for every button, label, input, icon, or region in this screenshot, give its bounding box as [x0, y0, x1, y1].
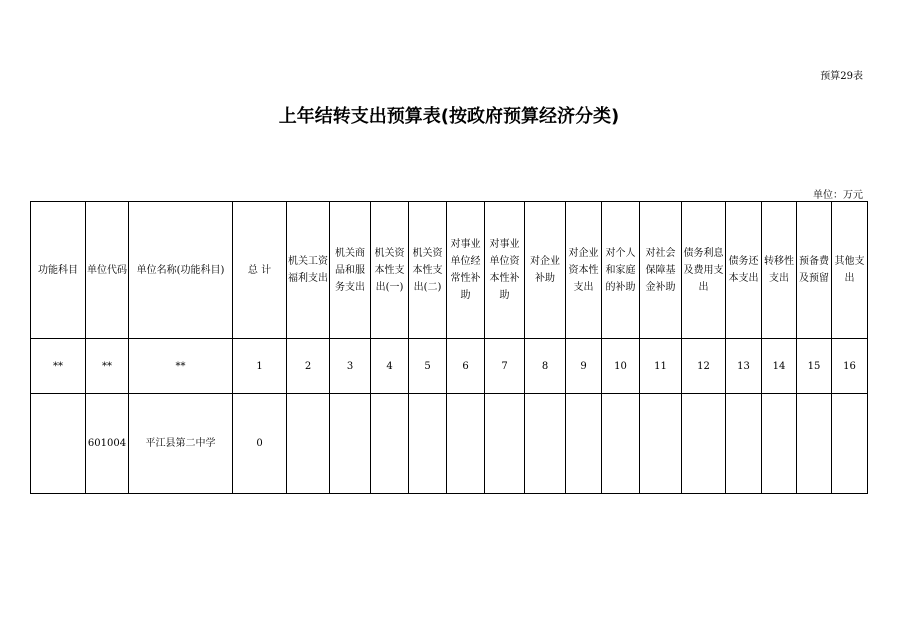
index-row	[31, 339, 868, 394]
column-header: 对事业单位经常性补助	[447, 202, 485, 339]
index-cell: 10	[602, 339, 640, 394]
empty-cell	[566, 394, 602, 494]
budget-table	[30, 201, 868, 494]
column-header: 总 计	[233, 202, 287, 339]
empty-cell	[485, 394, 525, 494]
empty-cell	[447, 394, 485, 494]
column-header: 其他支出	[832, 202, 868, 339]
column-header: 机关资本性支出(二)	[409, 202, 447, 339]
index-cell: **	[86, 339, 129, 394]
column-header: 转移性支出	[762, 202, 797, 339]
empty-cell	[371, 394, 409, 494]
index-cell: 6	[447, 339, 485, 394]
column-header: 债务利息及费用支出	[682, 202, 726, 339]
index-cell: **	[129, 339, 233, 394]
empty-cell	[409, 394, 447, 494]
unit-label: 单位：万元	[813, 190, 863, 201]
index-cell: 2	[287, 339, 330, 394]
column-header: 机关工资福利支出	[287, 202, 330, 339]
empty-cell	[640, 394, 682, 494]
column-header: 单位代码	[86, 202, 129, 339]
index-cell: 3	[330, 339, 371, 394]
index-cell: 11	[640, 339, 682, 394]
page-title: 上年结转支出预算表(按政府预算经济分类)	[278, 106, 620, 127]
index-cell: 8	[525, 339, 566, 394]
index-cell: 5	[409, 339, 447, 394]
unit-code-cell: 601004	[86, 394, 129, 494]
total-cell: 0	[233, 394, 287, 494]
empty-cell	[330, 394, 371, 494]
index-cell: 14	[762, 339, 797, 394]
column-header: 对企业补助	[525, 202, 566, 339]
index-cell: 12	[682, 339, 726, 394]
index-cell: 4	[371, 339, 409, 394]
column-header: 对企业资本性支出	[566, 202, 602, 339]
empty-cell	[682, 394, 726, 494]
empty-cell	[832, 394, 868, 494]
table-row	[31, 394, 868, 494]
empty-cell	[602, 394, 640, 494]
column-header: 对社会保障基金补助	[640, 202, 682, 339]
form-number: 预算29表	[820, 71, 863, 82]
function-subject-cell	[31, 394, 86, 494]
index-cell: 13	[726, 339, 762, 394]
index-cell: 15	[797, 339, 832, 394]
column-header: 功能科目	[31, 202, 86, 339]
empty-cell	[797, 394, 832, 494]
unit-name-cell: 平江县第二中学	[129, 394, 233, 494]
index-cell: 7	[485, 339, 525, 394]
column-header: 债务还本支出	[726, 202, 762, 339]
header-row	[31, 202, 868, 339]
index-cell: 1	[233, 339, 287, 394]
empty-cell	[762, 394, 797, 494]
empty-cell	[726, 394, 762, 494]
column-header: 单位名称(功能科目)	[129, 202, 233, 339]
column-header: 机关资本性支出(一)	[371, 202, 409, 339]
index-cell: **	[31, 339, 86, 394]
column-header: 预备费及预留	[797, 202, 832, 339]
index-cell: 9	[566, 339, 602, 394]
column-header: 机关商品和服务支出	[330, 202, 371, 339]
column-header: 对个人和家庭的补助	[602, 202, 640, 339]
empty-cell	[525, 394, 566, 494]
index-cell: 16	[832, 339, 868, 394]
empty-cell	[287, 394, 330, 494]
column-header: 对事业单位资本性补助	[485, 202, 525, 339]
